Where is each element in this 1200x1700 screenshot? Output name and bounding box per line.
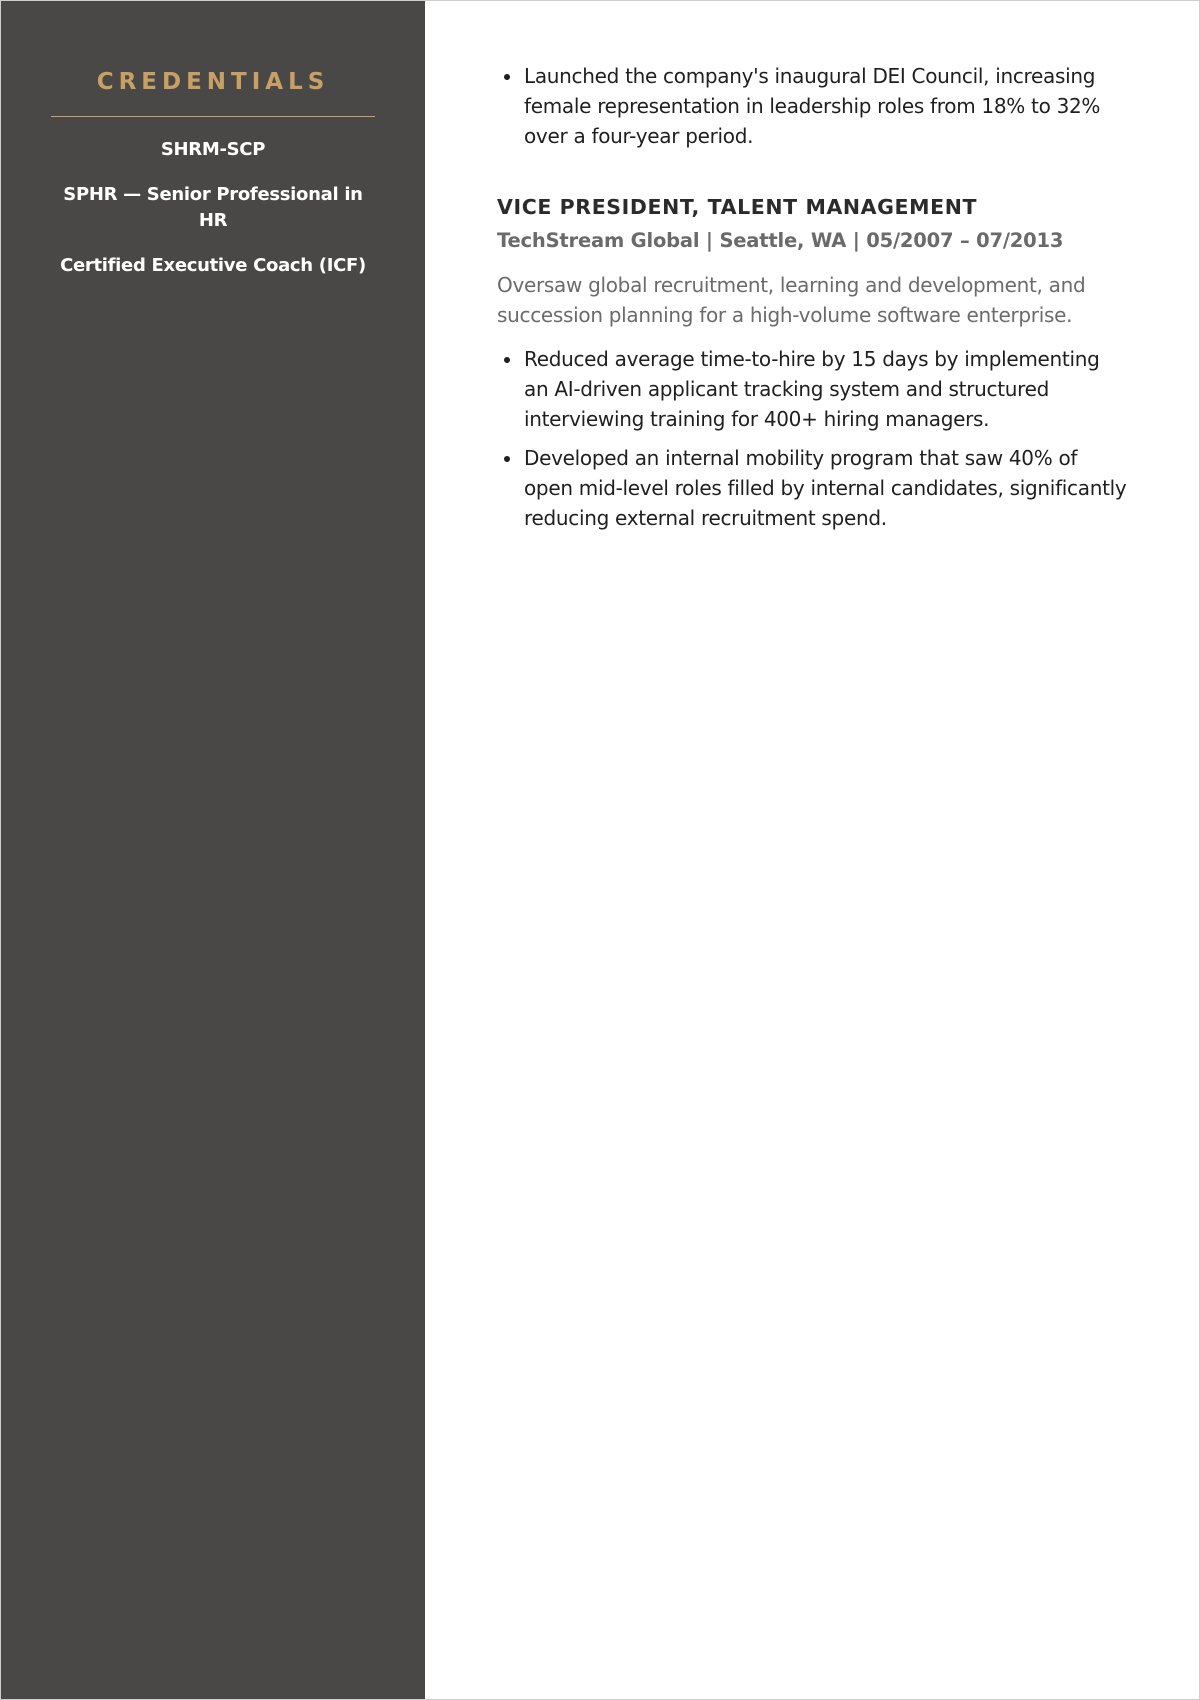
bullet-item [524, 61, 1129, 151]
bullet-item [524, 443, 1129, 533]
credential-item: SHRM-SCP [160, 139, 266, 160]
job-meta: TechStream Global | Seattle, WA | 05/2007 – 07/2013 [497, 229, 1064, 252]
job-bullets [497, 344, 1129, 533]
bullet-text: Developed an internal mobility program that saw 40% of open mid-level roles filled by internal candidates, significantly reducing external recruitment spend. [524, 446, 1127, 530]
credential-item: Certified Executive Coach (ICF) [60, 255, 366, 276]
main-content [425, 1, 1199, 1699]
job-entry [497, 192, 1129, 533]
job-title: VICE PRESIDENT, TALENT MANAGEMENT [497, 195, 978, 219]
sidebar-divider [51, 116, 375, 117]
bullet-text: Reduced average time-to-hire by 15 days by implementing an AI-driven applicant tracking system and structured interviewing training for 400+ hiring managers. [524, 347, 1100, 431]
previous-job-bullets [497, 61, 1129, 151]
job-summary: Oversaw global recruitment, learning and development, and succession planning for a high-volume software enterprise. [497, 273, 1086, 327]
bullet-text: Launched the company's inaugural DEI Council, increasing female representation in leadership roles from 18% to 32% over a four-year period. [524, 64, 1101, 148]
bullet-item [524, 344, 1129, 434]
bullet-dot-icon [504, 357, 510, 363]
bullet-dot-icon [504, 456, 510, 462]
sidebar [1, 1, 425, 1699]
bullet-dot-icon [504, 74, 510, 80]
credential-item: SPHR — Senior Professional in HR [63, 184, 363, 231]
credentials-heading: CREDENTIALS [96, 69, 330, 95]
